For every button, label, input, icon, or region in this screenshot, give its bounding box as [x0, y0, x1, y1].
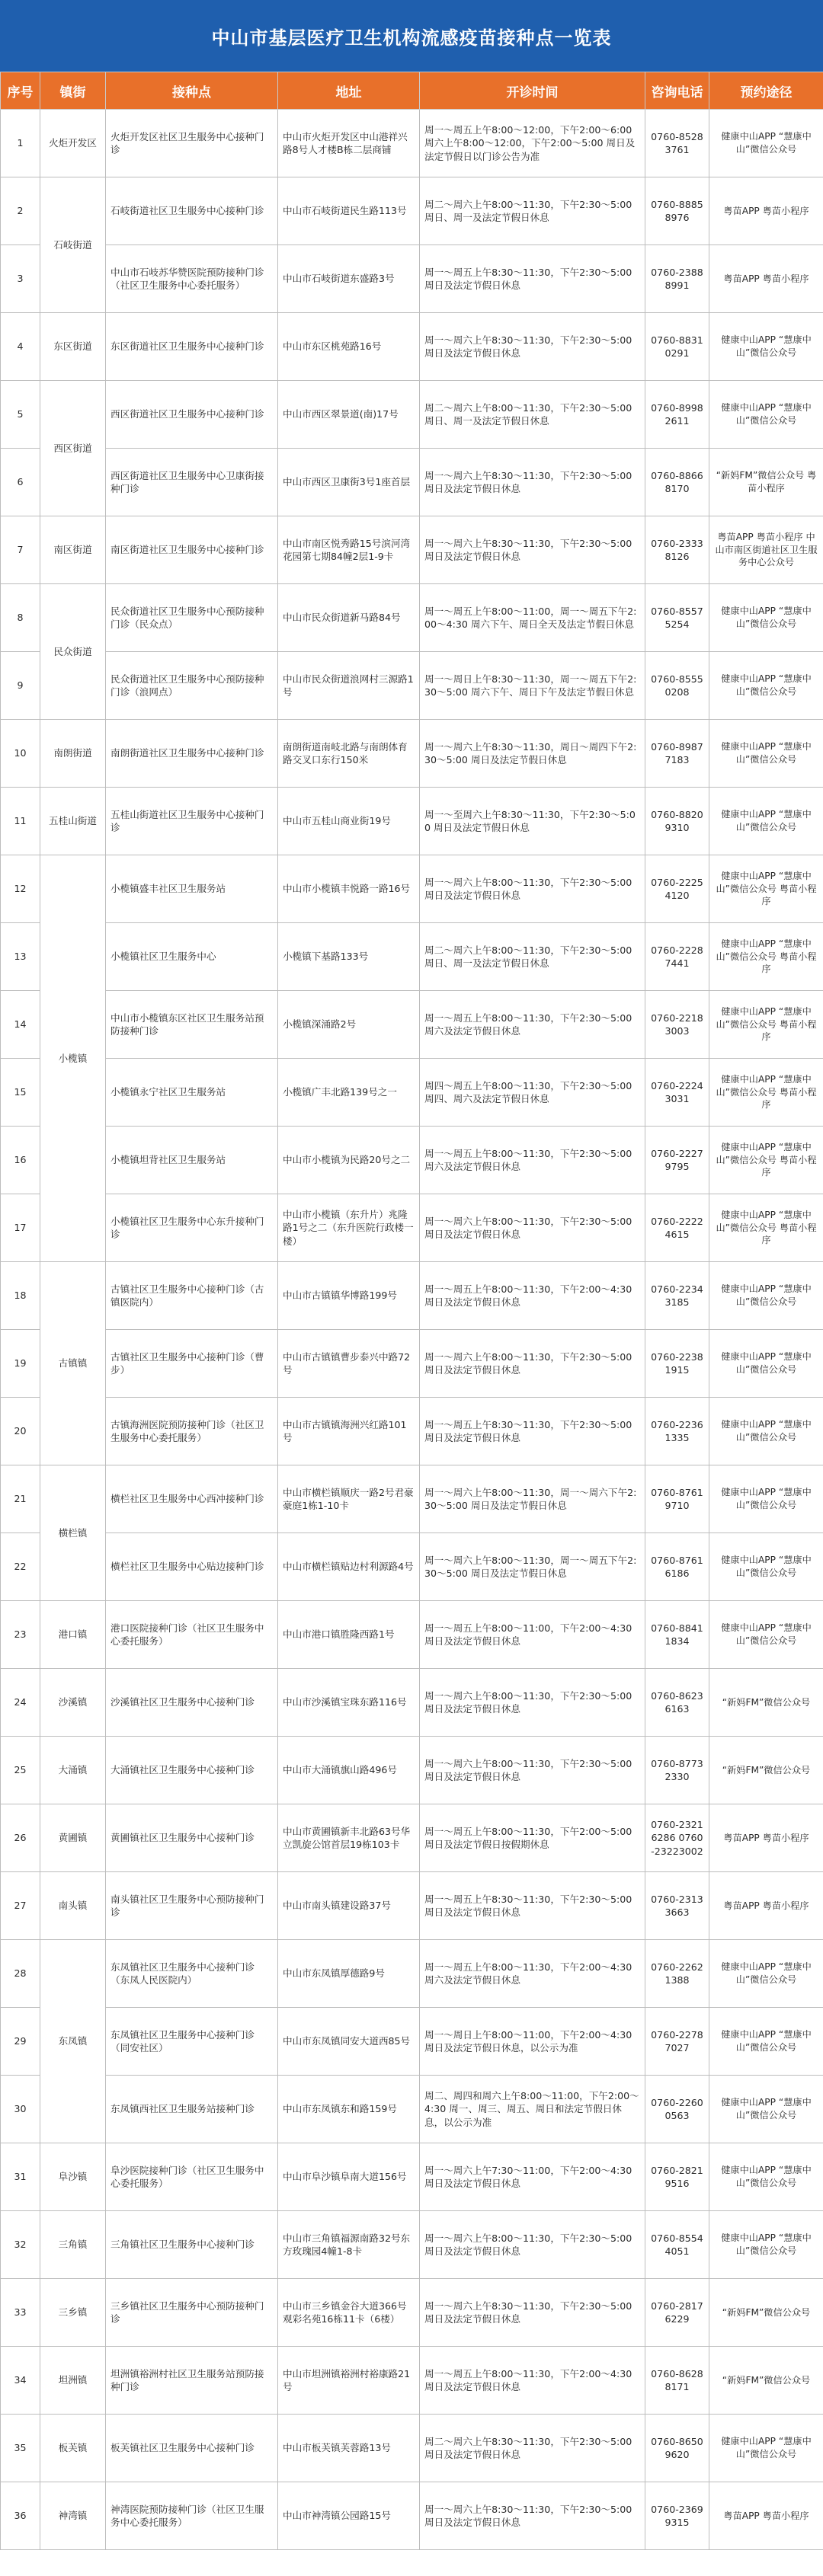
- table-row: [1, 2482, 823, 2550]
- booking-channel: 健康中山APP “慧康中山”微信公众号 粤苗小程序: [709, 855, 823, 923]
- row-number: 28: [1, 1940, 40, 2008]
- row-number: 3: [1, 245, 40, 313]
- booking-channel: 粤苗APP 粤苗小程序: [709, 1804, 823, 1872]
- opening-hours: 周二～周六上午8:00～11:30，下午2:30～5:00 周日、周一及法定节假日休息: [420, 381, 645, 449]
- site-name: 板芙镇社区卫生服务中心接种门诊: [106, 2415, 278, 2482]
- table-row: [1, 2347, 823, 2415]
- site-address: 中山市大涌镇旗山路496号: [278, 1737, 420, 1804]
- row-number: 34: [1, 2347, 40, 2415]
- site-name: 大涌镇社区卫生服务中心接种门诊: [106, 1737, 278, 1804]
- booking-channel: 健康中山APP “慧康中山”微信公众号 粤苗小程序: [709, 991, 823, 1059]
- booking-channel: 健康中山APP “慧康中山”微信公众号: [709, 2008, 823, 2076]
- row-number: 36: [1, 2482, 40, 2550]
- town-cell: 沙溪镇: [40, 1669, 106, 1737]
- site-address: 中山市东凤镇厚德路9号: [278, 1940, 420, 2008]
- site-address: 中山市横栏镇顺庆一路2号君豪豪庭1栋1-10卡: [278, 1465, 420, 1533]
- phone-number: 0760-22183003: [645, 991, 709, 1059]
- opening-hours: 周一～周五上午8:00～11:30，下午2:30～5:00 周六及法定节假日休息: [420, 1127, 645, 1194]
- site-address: 中山市三乡镇金谷大道366号观彩名苑16栋11卡（6楼）: [278, 2279, 420, 2347]
- table-row: [1, 788, 823, 855]
- booking-channel: 健康中山APP “慧康中山”微信公众号: [709, 313, 823, 381]
- opening-hours: 周二～周六上午8:00～11:30，下午2:30～5:00 周日、周一及法定节假日休息: [420, 923, 645, 991]
- site-name: 中山市石岐苏华赞医院预防接种门诊（社区卫生服务中心委托服务）: [106, 245, 278, 313]
- town-cell: 南头镇: [40, 1872, 106, 1940]
- site-name: 东凤镇社区卫生服务中心接种门诊（东凤人民医院内）: [106, 1940, 278, 2008]
- row-number: 17: [1, 1194, 40, 1262]
- opening-hours: 周一～周五上午8:30～11:30，下午2:30～5:00 周日及法定节假日休息: [420, 1398, 645, 1465]
- site-address: 中山市小榄镇（东升片）兆隆路1号之二（东升医院行政楼一楼）: [278, 1194, 420, 1262]
- town-cell: 神湾镇: [40, 2482, 106, 2550]
- table-row: [1, 1940, 823, 2008]
- booking-channel: 健康中山APP “慧康中山”微信公众号: [709, 2143, 823, 2211]
- opening-hours: 周一～周六上午7:30～11:00，下午2:00～4:30 周日及法定节假日休息: [420, 2143, 645, 2211]
- site-name: 坦洲镇裕洲村社区卫生服务站预防接种门诊: [106, 2347, 278, 2415]
- booking-channel: 健康中山APP “慧康中山”微信公众号: [709, 652, 823, 720]
- row-number: 8: [1, 584, 40, 652]
- site-name: 西区街道社区卫生服务中心卫康街接种门诊: [106, 449, 278, 516]
- phone-number: 0760-88209310: [645, 788, 709, 855]
- row-number: 21: [1, 1465, 40, 1533]
- site-name: 古镇社区卫生服务中心接种门诊（古镇医院内）: [106, 1262, 278, 1330]
- row-number: 25: [1, 1737, 40, 1804]
- site-address: 中山市小榄镇为民路20号之二: [278, 1127, 420, 1194]
- table-body: [1, 110, 823, 2550]
- table-row: [1, 1127, 823, 1194]
- table-row: [1, 177, 823, 245]
- table-row: [1, 991, 823, 1059]
- header-no: 序号: [1, 72, 40, 110]
- site-address: 中山市东凤镇东和路159号: [278, 2076, 420, 2143]
- row-number: 18: [1, 1262, 40, 1330]
- phone-number: 0760-22279795: [645, 1127, 709, 1194]
- site-address: 小榄镇深涌路2号: [278, 991, 420, 1059]
- row-number: 30: [1, 2076, 40, 2143]
- booking-channel: 健康中山APP “慧康中山”微信公众号 粤苗小程序: [709, 1127, 823, 1194]
- opening-hours: 周二～周六上午8:00～11:30，下午2:30～5:00 周日、周一及法定节假日休息: [420, 177, 645, 245]
- site-name: 石岐街道社区卫生服务中心接种门诊: [106, 177, 278, 245]
- row-number: 10: [1, 720, 40, 788]
- site-name: 小榄镇永宁社区卫生服务站: [106, 1059, 278, 1127]
- opening-hours: 周一～周六上午8:00～11:30，下午2:30～5:00 周日及法定节假日休息: [420, 1194, 645, 1262]
- phone-number: 0760-89982611: [645, 381, 709, 449]
- row-number: 9: [1, 652, 40, 720]
- table-row: [1, 2143, 823, 2211]
- town-cell: 南区街道: [40, 516, 106, 584]
- header-site: 接种点: [106, 72, 278, 110]
- header-channel: 预约途径: [709, 72, 823, 110]
- phone-number: 0760-88411834: [645, 1601, 709, 1669]
- page-title: 中山市基层医疗卫生机构流感疫苗接种点一览表: [0, 0, 823, 72]
- phone-number: 0760-89877183: [645, 720, 709, 788]
- site-name: 横栏社区卫生服务中心贴边接种门诊: [106, 1533, 278, 1601]
- town-cell: 东区街道: [40, 313, 106, 381]
- table-row: [1, 1872, 823, 1940]
- booking-channel: 健康中山APP “慧康中山”微信公众号: [709, 1533, 823, 1601]
- site-name: 三角镇社区卫生服务中心接种门诊: [106, 2211, 278, 2279]
- site-address: 中山市民众街道浪网村三源路1号: [278, 652, 420, 720]
- opening-hours: 周一～周六上午8:00～11:30，周一～周六下午2:30～5:00 周日及法定节假日休息: [420, 1465, 645, 1533]
- phone-number: 0760-85544051: [645, 2211, 709, 2279]
- opening-hours: 周一～至周六上午8:30～11:30，下午2:30～5:00 周日及法定节假日休息: [420, 788, 645, 855]
- table-row: [1, 1804, 823, 1872]
- site-address: 中山市小榄镇丰悦路一路16号: [278, 855, 420, 923]
- booking-channel: 粤苗APP 粤苗小程序: [709, 2482, 823, 2550]
- site-address: 中山市东区桃苑路16号: [278, 313, 420, 381]
- town-cell: 港口镇: [40, 1601, 106, 1669]
- row-number: 5: [1, 381, 40, 449]
- booking-channel: 粤苗APP 粤苗小程序 中山市南区街道社区卫生服务中心公众号: [709, 516, 823, 584]
- phone-number: 0760-87616186: [645, 1533, 709, 1601]
- phone-number: 0760-86236163: [645, 1669, 709, 1737]
- booking-channel: 粤苗APP 粤苗小程序: [709, 1872, 823, 1940]
- booking-channel: 粤苗APP 粤苗小程序: [709, 177, 823, 245]
- town-cell: 横栏镇: [40, 1465, 106, 1601]
- town-cell: 三乡镇: [40, 2279, 106, 2347]
- site-name: 火炬开发区社区卫生服务中心接种门诊: [106, 110, 278, 177]
- site-name: 东区街道社区卫生服务中心接种门诊: [106, 313, 278, 381]
- phone-number: 0760-22381915: [645, 1330, 709, 1398]
- site-address: 小榄镇广丰北路139号之一: [278, 1059, 420, 1127]
- town-cell: 五桂山街道: [40, 788, 106, 855]
- booking-channel: 健康中山APP “慧康中山”微信公众号: [709, 110, 823, 177]
- row-number: 6: [1, 449, 40, 516]
- phone-number: 0760-23133663: [645, 1872, 709, 1940]
- phone-number: 0760-28219516: [645, 2143, 709, 2211]
- town-cell: 西区街道: [40, 381, 106, 516]
- booking-channel: 健康中山APP “慧康中山”微信公众号: [709, 1262, 823, 1330]
- phone-number: 0760-22224615: [645, 1194, 709, 1262]
- town-cell: 三角镇: [40, 2211, 106, 2279]
- phone-number: 0760-22621388: [645, 1940, 709, 2008]
- phone-number: 0760-22361335: [645, 1398, 709, 1465]
- table-row: [1, 720, 823, 788]
- row-number: 35: [1, 2415, 40, 2482]
- row-number: 19: [1, 1330, 40, 1398]
- site-address: 中山市阜沙镇阜南大道156号: [278, 2143, 420, 2211]
- site-address: 中山市神湾镇公园路15号: [278, 2482, 420, 2550]
- opening-hours: 周一～周五上午8:00～11:30，下午2:00～4:30 周六及法定节假日休息: [420, 1940, 645, 2008]
- opening-hours: 周一～周五上午8:30～11:30，下午2:30～5:00 周日及法定节假日休息: [420, 1872, 645, 1940]
- table-row: [1, 584, 823, 652]
- site-name: 南区街道社区卫生服务中心接种门诊: [106, 516, 278, 584]
- phone-number: 0760-85283761: [645, 110, 709, 177]
- table-row: [1, 1398, 823, 1465]
- table-row: [1, 1669, 823, 1737]
- site-name: 沙溪镇社区卫生服务中心接种门诊: [106, 1669, 278, 1737]
- opening-hours: 周一～周五上午8:00～11:30，下午2:30～5:00 周六及法定节假日休息: [420, 991, 645, 1059]
- opening-hours: 周一～周六上午8:30～11:30，下午2:30～5:00 周日及法定节假日休息: [420, 516, 645, 584]
- booking-channel: 健康中山APP “慧康中山”微信公众号: [709, 788, 823, 855]
- opening-hours: 周一～周六上午8:30～11:30，下午2:30～5:00 周日及法定节假日休息: [420, 313, 645, 381]
- booking-channel: 健康中山APP “慧康中山”微信公众号: [709, 2415, 823, 2482]
- table-row: [1, 1194, 823, 1262]
- booking-channel: 健康中山APP “慧康中山”微信公众号: [709, 381, 823, 449]
- site-name: 古镇社区卫生服务中心接种门诊（曹步）: [106, 1330, 278, 1398]
- opening-hours: 周一～周日上午8:30～11:30，周一～周五下午2:30～5:00 周六下午、周日下午及法定节假日休息: [420, 652, 645, 720]
- town-cell: 石岐街道: [40, 177, 106, 313]
- row-number: 29: [1, 2008, 40, 2076]
- booking-channel: “新妈FM”微信公众号: [709, 2279, 823, 2347]
- row-number: 1: [1, 110, 40, 177]
- opening-hours: 周二～周六上午8:30～11:30，下午2:30～5:00 周日及法定节假日休息: [420, 2415, 645, 2482]
- site-name: 东凤镇西社区卫生服务站接种门诊: [106, 2076, 278, 2143]
- booking-channel: 健康中山APP “慧康中山”微信公众号: [709, 1601, 823, 1669]
- row-number: 31: [1, 2143, 40, 2211]
- site-address: 中山市古镇镇华博路199号: [278, 1262, 420, 1330]
- site-address: 中山市坦洲镇裕洲村裕康路21号: [278, 2347, 420, 2415]
- header-phone: 咨询电话: [645, 72, 709, 110]
- site-name: 中山市小榄镇东区社区卫生服务站预防接种门诊: [106, 991, 278, 1059]
- opening-hours: 周一～周五上午8:00～11:30，下午2:00～5:00 周日及法定节假日按假期休息: [420, 1804, 645, 1872]
- opening-hours: 周一～周六上午8:00～11:30，下午2:30～5:00 周日及法定节假日休息: [420, 1669, 645, 1737]
- header-hours: 开诊时间: [420, 72, 645, 110]
- header-address: 地址: [278, 72, 420, 110]
- site-name: 民众街道社区卫生服务中心预防接种门诊（民众点）: [106, 584, 278, 652]
- opening-hours: 周二、周四和周六上午8:00～11:00，下午2:00～4:30 周一、周三、周五、周日和法定节假日休息，以公示为准: [420, 2076, 645, 2143]
- site-address: 中山市西区翠景道(南)17号: [278, 381, 420, 449]
- phone-number: 0760-87619710: [645, 1465, 709, 1533]
- opening-hours: 周一～周六上午8:30～11:30，下午2:30～5:00 周日及法定节假日休息: [420, 2279, 645, 2347]
- booking-channel: “新妈FM”微信公众号: [709, 1669, 823, 1737]
- opening-hours: 周一～周六上午8:30～11:30，周日～周四下午2:30～5:00 周日及法定节假日休息: [420, 720, 645, 788]
- phone-number: 0760-23699315: [645, 2482, 709, 2550]
- booking-channel: 健康中山APP “慧康中山”微信公众号: [709, 1940, 823, 2008]
- booking-channel: 健康中山APP “慧康中山”微信公众号: [709, 2076, 823, 2143]
- phone-number: 0760-23338126: [645, 516, 709, 584]
- phone-number: 0760-86509620: [645, 2415, 709, 2482]
- booking-channel: 健康中山APP “慧康中山”微信公众号: [709, 1330, 823, 1398]
- opening-hours: 周一～周六上午8:00～11:30，下午2:30～5:00 周日及法定节假日休息: [420, 1737, 645, 1804]
- site-address: 中山市板芙镇芙蓉路13号: [278, 2415, 420, 2482]
- phone-number: 0760-23216286 0760-23223002: [645, 1804, 709, 1872]
- phone-number: 0760-85575254: [645, 584, 709, 652]
- table-row: [1, 1330, 823, 1398]
- phone-number: 0760-22243031: [645, 1059, 709, 1127]
- town-cell: 南朗街道: [40, 720, 106, 788]
- table-header-row: [1, 72, 823, 110]
- row-number: 16: [1, 1127, 40, 1194]
- row-number: 24: [1, 1669, 40, 1737]
- phone-number: 0760-88858976: [645, 177, 709, 245]
- table-row: [1, 313, 823, 381]
- booking-channel: 健康中山APP “慧康中山”微信公众号 粤苗小程序: [709, 923, 823, 991]
- table-row: [1, 923, 823, 991]
- table-row: [1, 1059, 823, 1127]
- phone-number: 0760-85550208: [645, 652, 709, 720]
- table-row: [1, 2415, 823, 2482]
- town-cell: 黄圃镇: [40, 1804, 106, 1872]
- phone-number: 0760-23888991: [645, 245, 709, 313]
- row-number: 27: [1, 1872, 40, 1940]
- table-row: [1, 381, 823, 449]
- opening-hours: 周一～周五上午8:00～11:00，下午2:00～4:30 周日及法定节假日休息: [420, 1601, 645, 1669]
- opening-hours: 周一～周六上午8:00～11:30，下午2:30～5:00 周日及法定节假日休息: [420, 2211, 645, 2279]
- site-address: 中山市南头镇建设路37号: [278, 1872, 420, 1940]
- town-cell: 东凤镇: [40, 1940, 106, 2143]
- site-address: 中山市三角镇福源南路32号东方玫瑰园4幢1-8卡: [278, 2211, 420, 2279]
- row-number: 14: [1, 991, 40, 1059]
- booking-channel: 健康中山APP “慧康中山”微信公众号: [709, 584, 823, 652]
- table-row: [1, 1737, 823, 1804]
- site-address: 中山市古镇镇曹步泰兴中路72号: [278, 1330, 420, 1398]
- row-number: 12: [1, 855, 40, 923]
- site-name: 东凤镇社区卫生服务中心接种门诊（同安社区）: [106, 2008, 278, 2076]
- site-address: 中山市民众街道新马路84号: [278, 584, 420, 652]
- site-name: 五桂山街道社区卫生服务中心接种门诊: [106, 788, 278, 855]
- table-row: [1, 855, 823, 923]
- opening-hours: 周一～周六上午8:00～11:30，周一～周五下午2:30～5:00 周日及法定节假日休息: [420, 1533, 645, 1601]
- row-number: 4: [1, 313, 40, 381]
- booking-channel: 健康中山APP “慧康中山”微信公众号 粤苗小程序: [709, 1059, 823, 1127]
- opening-hours: 周一～周五上午8:00～11:00，周一～周五下午2:00～4:30 周六下午、周日全天及法定节假日休息: [420, 584, 645, 652]
- phone-number: 0760-22600563: [645, 2076, 709, 2143]
- table-row: [1, 516, 823, 584]
- booking-channel: “新妈FM”微信公众号 粤苗小程序: [709, 449, 823, 516]
- phone-number: 0760-88310291: [645, 313, 709, 381]
- opening-hours: 周一～周六上午8:00～11:30，下午2:30～5:00 周日及法定节假日休息: [420, 855, 645, 923]
- opening-hours: 周一～周六上午8:30～11:30，下午2:30～5:00 周日及法定节假日休息: [420, 449, 645, 516]
- site-address: 中山市五桂山商业街19号: [278, 788, 420, 855]
- booking-channel: 健康中山APP “慧康中山”微信公众号: [709, 1398, 823, 1465]
- phone-number: 0760-22343185: [645, 1262, 709, 1330]
- phone-number: 0760-22787027: [645, 2008, 709, 2076]
- booking-channel: 健康中山APP “慧康中山”微信公众号: [709, 1465, 823, 1533]
- row-number: 2: [1, 177, 40, 245]
- row-number: 7: [1, 516, 40, 584]
- site-name: 南头镇社区卫生服务中心预防接种门诊: [106, 1872, 278, 1940]
- booking-channel: 健康中山APP “慧康中山”微信公众号 粤苗小程序: [709, 1194, 823, 1262]
- row-number: 13: [1, 923, 40, 991]
- opening-hours: 周一～周五上午8:00～11:30，下午2:00～4:30 周日及法定节假日休息: [420, 2347, 645, 2415]
- site-name: 黄圃镇社区卫生服务中心接种门诊: [106, 1804, 278, 1872]
- phone-number: 0760-86288171: [645, 2347, 709, 2415]
- booking-channel: 粤苗APP 粤苗小程序: [709, 245, 823, 313]
- town-cell: 古镇镇: [40, 1262, 106, 1465]
- row-number: 26: [1, 1804, 40, 1872]
- opening-hours: 周一～周日上午8:00～11:00，下午2:00～4:30 周日及法定节假日休息，以公示为准: [420, 2008, 645, 2076]
- opening-hours: 周一～周五上午8:00～11:30，下午2:00～4:30 周日及法定节假日休息: [420, 1262, 645, 1330]
- phone-number: 0760-22287441: [645, 923, 709, 991]
- site-address: 中山市古镇镇海洲兴红路101号: [278, 1398, 420, 1465]
- site-address: 中山市黄圃镇新丰北路63号华立凯旋公馆首层19栋103卡: [278, 1804, 420, 1872]
- header-town: 镇街: [40, 72, 106, 110]
- table-row: [1, 1601, 823, 1669]
- site-name: 南朗街道社区卫生服务中心接种门诊: [106, 720, 278, 788]
- opening-hours: 周一～周五上午8:00～12:00，下午2:00～6:00 周六上午8:00～12:00，下午2:00～5:00 周日及法定节假日以门诊公告为准: [420, 110, 645, 177]
- town-cell: 火炬开发区: [40, 110, 106, 177]
- table-row: [1, 2279, 823, 2347]
- row-number: 32: [1, 2211, 40, 2279]
- site-name: 小榄镇盛丰社区卫生服务站: [106, 855, 278, 923]
- row-number: 20: [1, 1398, 40, 1465]
- opening-hours: 周四～周五上午8:00～11:30，下午2:30～5:00 周四、周六及法定节假日休息: [420, 1059, 645, 1127]
- site-address: 中山市石岐街道民生路113号: [278, 177, 420, 245]
- opening-hours: 周一～周六上午8:30～11:30，下午2:30～5:00 周日及法定节假日休息: [420, 2482, 645, 2550]
- site-name: 西区街道社区卫生服务中心接种门诊: [106, 381, 278, 449]
- booking-channel: 健康中山APP “慧康中山”微信公众号: [709, 2211, 823, 2279]
- site-address: 小榄镇下基路133号: [278, 923, 420, 991]
- row-number: 11: [1, 788, 40, 855]
- site-address: 中山市东凤镇同安大道西85号: [278, 2008, 420, 2076]
- table-row: [1, 1262, 823, 1330]
- site-name: 三乡镇社区卫生服务中心预防接种门诊: [106, 2279, 278, 2347]
- town-cell: 坦洲镇: [40, 2347, 106, 2415]
- table-row: [1, 652, 823, 720]
- town-cell: 大涌镇: [40, 1737, 106, 1804]
- town-cell: 板芙镇: [40, 2415, 106, 2482]
- site-address: 中山市港口镇胜隆西路1号: [278, 1601, 420, 1669]
- site-address: 中山市西区卫康街3号1座首层: [278, 449, 420, 516]
- site-name: 阜沙医院接种门诊（社区卫生服务中心委托服务）: [106, 2143, 278, 2211]
- site-name: 横栏社区卫生服务中心西冲接种门诊: [106, 1465, 278, 1533]
- booking-channel: “新妈FM”微信公众号: [709, 1737, 823, 1804]
- town-cell: 民众街道: [40, 584, 106, 720]
- vaccine-sites-table: [0, 72, 823, 2550]
- table-row: [1, 449, 823, 516]
- town-cell: 阜沙镇: [40, 2143, 106, 2211]
- site-name: 神湾医院预防接种门诊（社区卫生服务中心委托服务）: [106, 2482, 278, 2550]
- site-name: 港口医院接种门诊（社区卫生服务中心委托服务）: [106, 1601, 278, 1669]
- opening-hours: 周一～周五上午8:30～11:30，下午2:30～5:00 周日及法定节假日休息: [420, 245, 645, 313]
- row-number: 15: [1, 1059, 40, 1127]
- site-name: 小榄镇坦背社区卫生服务站: [106, 1127, 278, 1194]
- site-name: 小榄镇社区卫生服务中心东升接种门诊: [106, 1194, 278, 1262]
- table-row: [1, 110, 823, 177]
- row-number: 23: [1, 1601, 40, 1669]
- phone-number: 0760-28176229: [645, 2279, 709, 2347]
- table-row: [1, 2211, 823, 2279]
- site-address: 中山市南区悦秀路15号滨河湾花园第七期84幢2层1-9卡: [278, 516, 420, 584]
- town-cell: 小榄镇: [40, 855, 106, 1262]
- row-number: 22: [1, 1533, 40, 1601]
- table-row: [1, 1533, 823, 1601]
- phone-number: 0760-22254120: [645, 855, 709, 923]
- booking-channel: “新妈FM”微信公众号: [709, 2347, 823, 2415]
- table-row: [1, 245, 823, 313]
- site-address: 南朗街道南岐北路与南朗体育路交叉口东行150米: [278, 720, 420, 788]
- phone-number: 0760-87732330: [645, 1737, 709, 1804]
- site-name: 古镇海洲医院预防接种门诊（社区卫生服务中心委托服务）: [106, 1398, 278, 1465]
- phone-number: 0760-88668170: [645, 449, 709, 516]
- site-address: 中山市火炬开发区中山港祥兴路8号人才楼B栋二层商铺: [278, 110, 420, 177]
- opening-hours: 周一～周六上午8:00～11:30，下午2:30～5:00 周日及法定节假日休息: [420, 1330, 645, 1398]
- site-address: 中山市横栏镇贴边村利源路4号: [278, 1533, 420, 1601]
- table-row: [1, 2076, 823, 2143]
- table-row: [1, 1465, 823, 1533]
- row-number: 33: [1, 2279, 40, 2347]
- site-name: 民众街道社区卫生服务中心预防接种门诊（浪网点）: [106, 652, 278, 720]
- site-name: 小榄镇社区卫生服务中心: [106, 923, 278, 991]
- table-row: [1, 2008, 823, 2076]
- site-address: 中山市沙溪镇宝珠东路116号: [278, 1669, 420, 1737]
- site-address: 中山市石岐街道东盛路3号: [278, 245, 420, 313]
- booking-channel: 健康中山APP “慧康中山”微信公众号: [709, 720, 823, 788]
